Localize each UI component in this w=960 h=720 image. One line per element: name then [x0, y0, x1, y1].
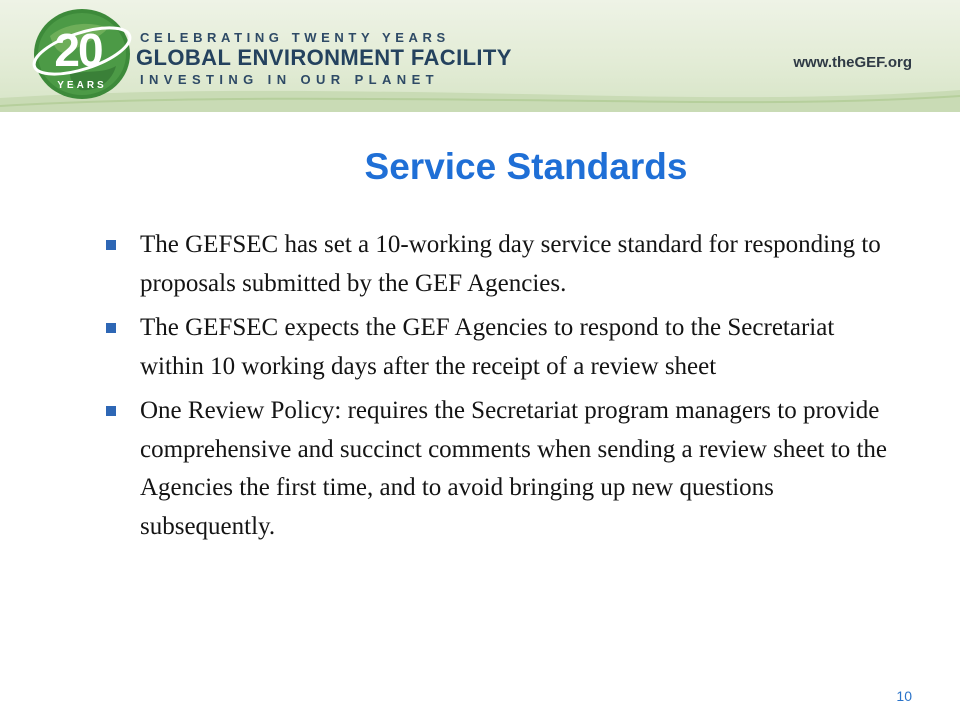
bullet-text: One Review Policy: requires the Secretariat program managers to provide comprehensive and succinct comments when sending a review sheet to the Agencies the first time, and to avoid bringing up new questions subsequently.	[140, 397, 887, 540]
square-bullet-icon	[106, 240, 116, 250]
header-banner	[0, 0, 960, 112]
page-number: 10	[896, 688, 912, 704]
square-bullet-icon	[106, 323, 116, 333]
bullet-text: The GEFSEC has set a 10-working day service standard for responding to proposals submitted by the GEF Agencies.	[140, 231, 881, 297]
website-url: www.theGEF.org	[793, 54, 912, 71]
logo-number: 20	[54, 24, 102, 76]
organization-name: GLOBAL ENVIRONMENT FACILITY	[136, 45, 512, 70]
square-bullet-icon	[106, 406, 116, 416]
bullet-item	[96, 392, 896, 546]
bullet-item	[96, 226, 896, 303]
bullet-list	[96, 226, 896, 552]
gef-20-years-logo	[30, 4, 138, 104]
bullet-text: The GEFSEC expects the GEF Agencies to respond to the Secretariat within 10 working days after the receipt of a review sheet	[140, 314, 835, 380]
logo-caption: YEARS	[57, 80, 107, 91]
tagline-celebrating: CELEBRATING TWENTY YEARS	[140, 30, 450, 45]
tagline-investing: INVESTING IN OUR PLANET	[140, 72, 439, 87]
slide-title: Service Standards	[364, 146, 688, 187]
bullet-item	[96, 309, 896, 386]
